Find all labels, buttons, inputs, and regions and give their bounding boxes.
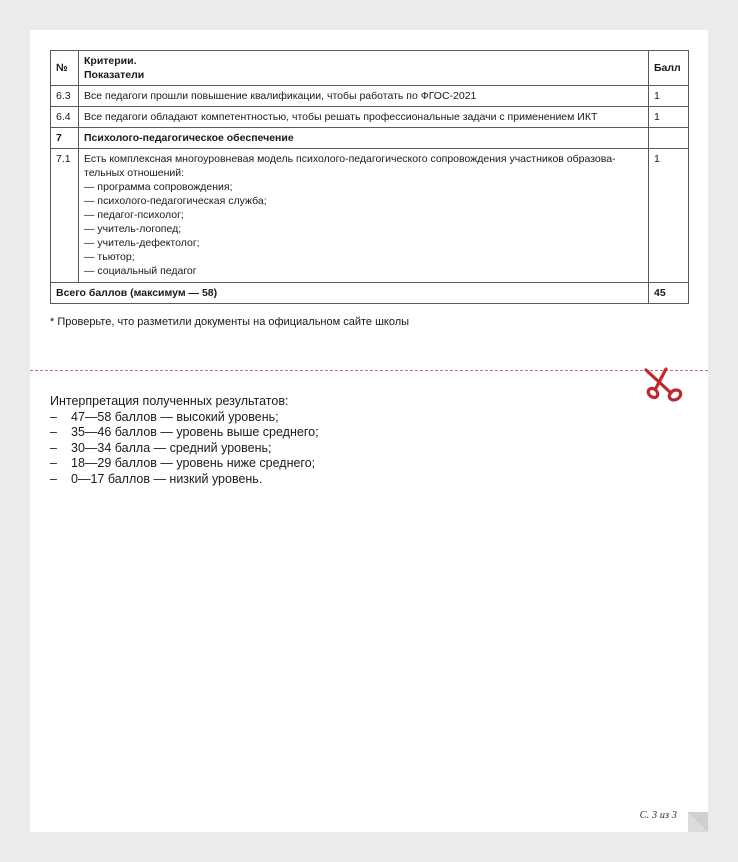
table-section-row xyxy=(51,128,689,149)
footnote: * Проверьте, что разметили документы на официальном сайте школы xyxy=(50,316,410,328)
header-score: Балл xyxy=(649,51,689,86)
row-text-multiline xyxy=(79,149,649,283)
list-item: — программа сопровождения; xyxy=(84,181,233,193)
cut-line xyxy=(30,370,708,371)
table-row xyxy=(51,107,689,128)
list-item: — учитель-дефектолог; xyxy=(84,237,200,249)
total-score: 45 xyxy=(649,283,689,304)
header-criteria xyxy=(79,51,649,86)
row-text-line1: Есть комплексная многоуровневая модель психолого-педагогического сопровождения участников образова- xyxy=(84,153,616,165)
list-item: — учитель-логопед; xyxy=(84,223,182,235)
table-header-row xyxy=(51,51,689,86)
row-text: Все педагоги прошли повышение квалификации, чтобы работать по ФГОС-2021 xyxy=(79,86,649,107)
list-dash: – xyxy=(50,456,57,471)
list-item: — социальный педагог xyxy=(84,265,197,277)
list-item-text: 18—29 баллов — уровень ниже среднего; xyxy=(71,456,316,471)
row-score: 1 xyxy=(649,149,689,283)
list-item: — психолого-педагогическая служба; xyxy=(84,195,267,207)
header-criteria-line2: Показатели xyxy=(84,69,145,81)
row-text-line2: тельных отношений: xyxy=(84,167,185,179)
list-item xyxy=(50,472,319,488)
interpretation-title: Интерпретация полученных результатов: xyxy=(50,394,289,408)
interpretation-block xyxy=(50,394,319,488)
row-text: Все педагоги обладают компетентностью, чтобы решать профессиональные задачи с применением ИКТ xyxy=(79,107,649,128)
list-item-text: 47—58 баллов — высокий уровень; xyxy=(71,409,279,424)
list-item xyxy=(50,410,319,426)
list-dash: – xyxy=(50,425,57,440)
section-score xyxy=(649,128,689,149)
table-row xyxy=(51,86,689,107)
table-row xyxy=(51,149,689,283)
row-score: 1 xyxy=(649,86,689,107)
header-num: № xyxy=(51,51,79,86)
list-dash: – xyxy=(50,440,57,455)
row-num: 6.3 xyxy=(51,86,79,107)
list-item-text: 0—17 баллов — низкий уровень. xyxy=(71,471,263,486)
list-item-text: 35—46 баллов — уровень выше среднего; xyxy=(71,425,319,440)
row-score: 1 xyxy=(649,107,689,128)
list-item xyxy=(50,441,319,457)
list-item xyxy=(50,425,319,441)
page-corner-fold xyxy=(688,812,708,832)
header-criteria-line1: Критерии. xyxy=(84,55,137,67)
list-item xyxy=(50,456,319,472)
table-total-row xyxy=(51,283,689,304)
list-dash: – xyxy=(50,409,57,424)
list-item-text: 30—34 балла — средний уровень; xyxy=(71,440,272,455)
row-num: 6.4 xyxy=(51,107,79,128)
list-dash: – xyxy=(50,471,57,486)
section-num: 7 xyxy=(51,128,79,149)
page-number: С. 3 из 3 xyxy=(639,810,677,821)
list-item: — педагог-психолог; xyxy=(84,209,184,221)
document-page xyxy=(30,30,708,832)
criteria-table xyxy=(50,50,689,304)
list-item: — тьютор; xyxy=(84,251,135,263)
scissors-icon xyxy=(640,366,684,402)
total-label: Всего баллов (максимум — 58) xyxy=(51,283,649,304)
row-num: 7.1 xyxy=(51,149,79,283)
section-title: Психолого-педагогическое обеспечение xyxy=(79,128,649,149)
